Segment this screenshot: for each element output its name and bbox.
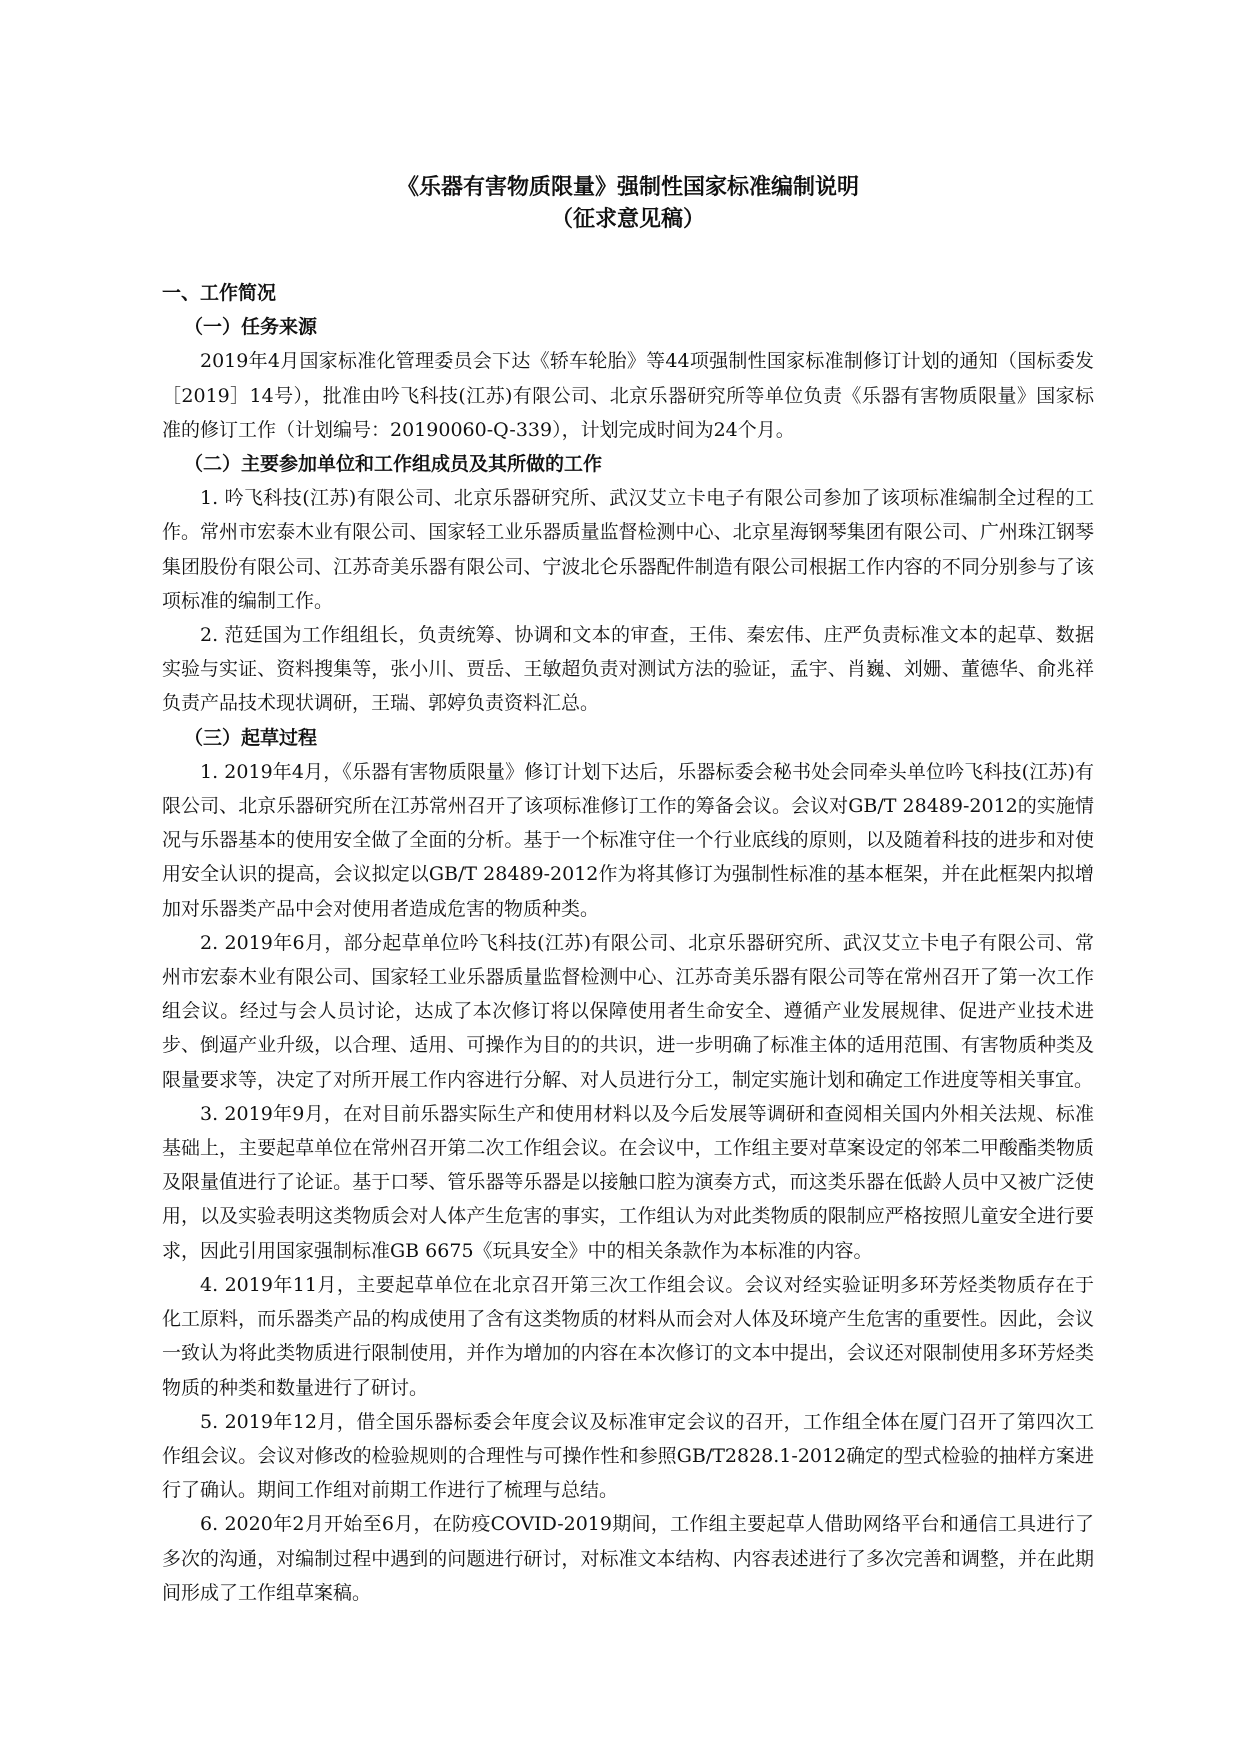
- paragraph-participants-2: 2. 范廷国为工作组组长，负责统筹、协调和文本的审查，王伟、秦宏伟、庄严负责标准文本的起草、数据实验与实证、资料搜集等，张小川、贾岳、王敏超负责对测试方法的验证，孟宇、肖巍、刘姗、董德华、俞兆祥负责产品技术现状调研，王瑞、郭婷负责资料汇总。: [162, 624, 1094, 715]
- document-title-block: [162, 172, 1094, 236]
- paragraph-drafting-5: 5. 2019年12月，借全国乐器标委会年度会议及标准审定会议的召开，工作组全体在厦门召开了第四次工作组会议。会议对修改的检验规则的合理性与可操作性和参照GB/T2828.1-2012确定的型式检验的抽样方案进行了确认。期间工作组对前期工作进行了梳理与总结。: [162, 1410, 1094, 1502]
- paragraph-drafting-4: 4. 2019年11月，主要起草单位在北京召开第三次工作组会议。会议对经实验证明多环芳烃类物质存在于化工原料，而乐器类产品的构成使用了含有这类物质的材料从而会对人体及环境产生危害的重要性。因此，会议一致认为将此类物质进行限制使用，并作为增加的内容在本次修订的文本中提出，会议还对限制使用多环芳烃类物质的种类和数量进行了研讨。: [162, 1273, 1094, 1399]
- paragraph-drafting-1: 1. 2019年4月，《乐器有害物质限量》修订计划下达后，乐器标委会秘书处会同牵头单位吟飞科技(江苏)有限公司、北京乐器研究所在江苏常州召开了该项标准修订工作的筹备会议。会议对GB/T 28489-2012的实施情况与乐器基本的使用安全做了全面的分析。基于一个标准守住一个行业底线的原则，以及随着科技的进步和对使用安全认识的提高，会议拟定以GB/T 28489-2012作为将其修订为强制性标准的基本框架，并在此框架内拟增加对乐器类产品中会对使用者造成危害的物质种类。: [162, 760, 1094, 920]
- paragraph-participants-1: 1. 吟飞科技(江苏)有限公司、北京乐器研究所、武汉艾立卡电子有限公司参加了该项标准编制全过程的工作。常州市宏泰木业有限公司、国家轻工业乐器质量监督检测中心、北京星海钢琴集团有限公司、广州珠江钢琴集团股份有限公司、江苏奇美乐器有限公司、宁波北仑乐器配件制造有限公司根据工作内容的不同分别参与了该项标准的编制工作。: [162, 487, 1094, 612]
- document-subtitle: （征求意见稿）: [550, 207, 705, 232]
- paragraph-drafting-6: 6. 2020年2月开始至6月，在防疫COVID-2019期间，工作组主要起草人借助网络平台和通信工具进行了多次的沟通，对编制过程中遇到的问题进行研讨，对标准文本结构、内容表述进行了多次完善和调整，并在此期间形成了工作组草案稿。: [162, 1513, 1094, 1604]
- section-heading-work-overview: 一、工作简况: [162, 282, 277, 304]
- document-body: [162, 172, 1094, 1610]
- paragraph-task-source: 2019年4月国家标准化管理委员会下达《轿车轮胎》等44项强制性国家标准制修订计划的通知（国标委发［2019］14号），批准由吟飞科技(江苏)有限公司、北京乐器研究所等单位负责《乐器有害物质限量》国家标准的修订工作（计划编号：20190060-Q-339），计划完成时间为24个月。: [162, 350, 1094, 441]
- paragraph-drafting-2: 2. 2019年6月，部分起草单位吟飞科技(江苏)有限公司、北京乐器研究所、武汉艾立卡电子有限公司、常州市宏泰木业有限公司、国家轻工业乐器质量监督检测中心、江苏奇美乐器有限公司等在常州召开了第一次工作组会议。经过与会人员讨论，达成了本次修订将以保障使用者生命安全、遵循产业发展规律、促进产业技术进步、倒逼产业升级，以合理、适用、可操作为目的的共识，进一步明确了标准主体的适用范围、有害物质种类及限量要求等，决定了对所开展工作内容进行分解、对人员进行分工，制定实施计划和确定工作进度等相关事宜。: [162, 931, 1094, 1091]
- document-title: 《乐器有害物质限量》强制性国家标准编制说明: [396, 175, 859, 200]
- subsection-heading-task-source: （一）任务来源: [184, 316, 318, 339]
- subsection-heading-participants: （二）主要参加单位和工作组成员及其所做的工作: [184, 453, 603, 476]
- paragraph-drafting-3: 3. 2019年9月，在对目前乐器实际生产和使用材料以及今后发展等调研和查阅相关国内外相关法规、标准基础上，主要起草单位在常州召开第二次工作组会议。在会议中，工作组主要对草案设定的邻苯二甲酸酯类物质及限量值进行了论证。基于口琴、管乐器等乐器是以接触口腔为演奏方式，而这类乐器在低龄人员中又被广泛使用，以及实验表明这类物质会对人体产生危害的事实，工作组认为对此类物质的限制应严格按照儿童安全进行要求，因此引用国家强制标准GB 6675《玩具安全》中的相关条款作为本标准的内容。: [162, 1102, 1094, 1262]
- subsection-heading-drafting-process: （三）起草过程: [184, 726, 318, 749]
